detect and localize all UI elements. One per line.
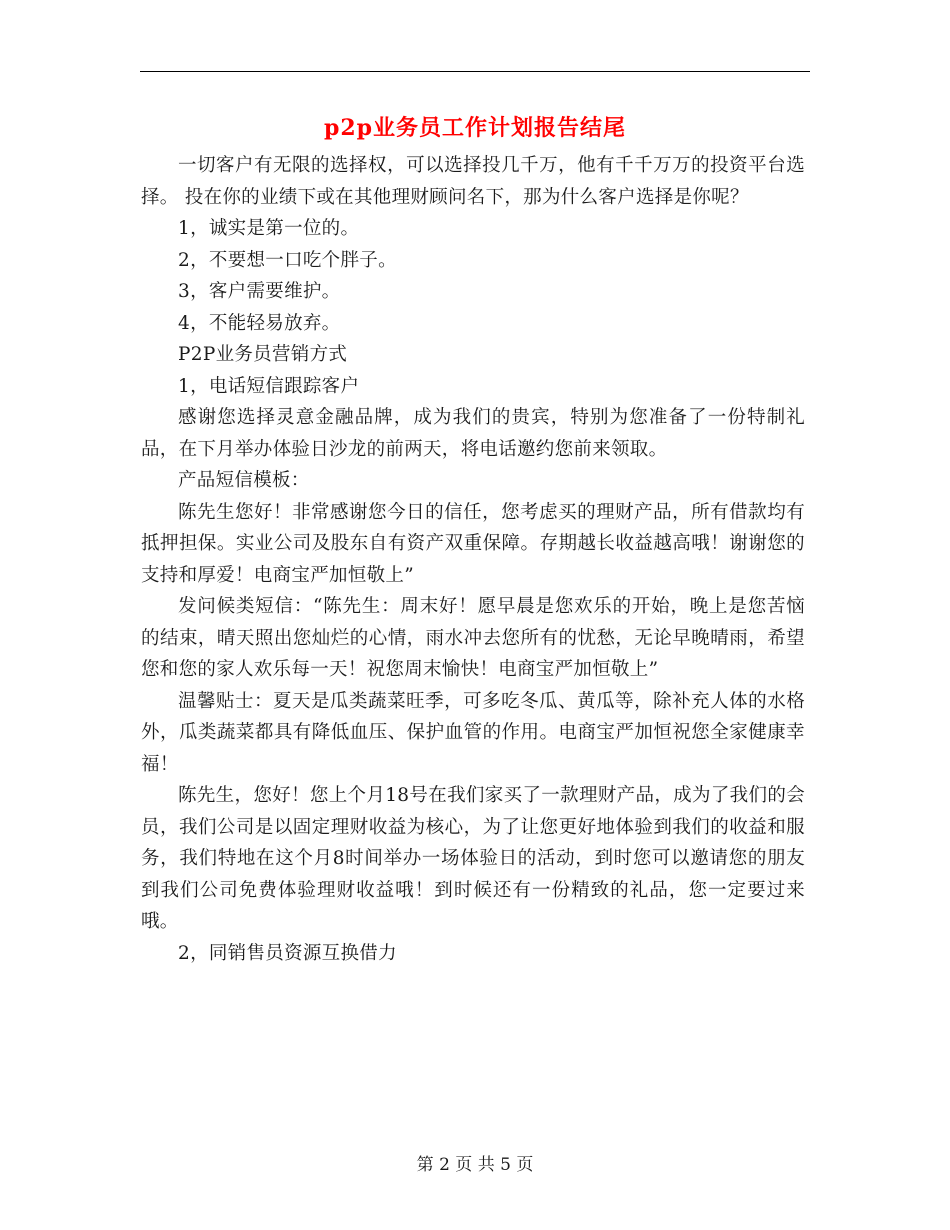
list-item-persist: 4，不能轻易放弃。 bbox=[178, 312, 341, 334]
paragraph-greeting-sms: 发问候类短信：“陈先生：周末好！愿早晨是您欢乐的开始，晚上是您苦恼的结束，晴天照出您灿烂的心情，雨水冲去您所有的忧愁，无论早晚晴雨，希望您和您的家人欢乐每一天！祝您周末愉快！电商宝严加恒敬上” bbox=[141, 596, 805, 680]
label-sms-template: 产品短信模板： bbox=[178, 470, 310, 491]
list-item-honesty: 1，诚实是第一位的。 bbox=[178, 218, 360, 239]
header-rule bbox=[140, 71, 810, 72]
paragraph-intro: 一切客户有无限的选择权，可以选择投几千万，他有千千万万的投资平台选择。 投在你的业绩下或在其他理财顾问名下，那为什么客户选择是你呢？ bbox=[141, 155, 805, 208]
list-item-patience: 2，不要想一口吃个胖子。 bbox=[178, 249, 397, 271]
paragraph-tips: 温馨贴士：夏天是瓜类蔬菜旺季，可多吃冬瓜、黄瓜等，除补充人体的水格外，瓜类蔬菜都具有降低血压、保护血管的作用。电商宝严加恒祝您全家健康幸福！ bbox=[141, 690, 805, 775]
document-body bbox=[141, 150, 805, 969]
list-item-maintain: 3，客户需要维护。 bbox=[178, 281, 341, 302]
section-heading-marketing: P2P业务员营销方式 bbox=[178, 344, 348, 365]
paragraph-product-sms: 陈先生您好！非常感谢您今日的信任，您考虑买的理财产品，所有借款均有抵押担保。实业公司及股东自有资产双重保障。存期越长收益越高哦！谢谢您的支持和厚爱！电商宝严加恒敬上” bbox=[141, 501, 805, 586]
paragraph-thanks: 感谢您选择灵意金融品牌，成为我们的贵宾，特别为您准备了一份特制礼品，在下月举办体验日沙龙的前两天，将电话邀约您前来领取。 bbox=[141, 407, 805, 460]
subheading-resource-exchange: 2，同销售员资源互换借力 bbox=[178, 942, 397, 964]
document-title: p2p业务员工作计划报告结尾 bbox=[323, 115, 627, 141]
subheading-phone-sms: 1，电话短信跟踪客户 bbox=[178, 375, 360, 397]
page-number: 第 2 页 共 5 页 bbox=[416, 1155, 534, 1175]
paragraph-invitation: 陈先生，您好！您上个月18号在我们家买了一款理财产品，成为了我们的会员，我们公司是以固定理财收益为核心，为了让您更好地体验到我们的收益和服务，我们特地在这个月8时间举办一场体验日的活动，到时您可以邀请您的朋友到我们公司免费体验理财收益哦！到时候还有一份精致的礼品，您一定要过来哦。 bbox=[141, 785, 805, 932]
